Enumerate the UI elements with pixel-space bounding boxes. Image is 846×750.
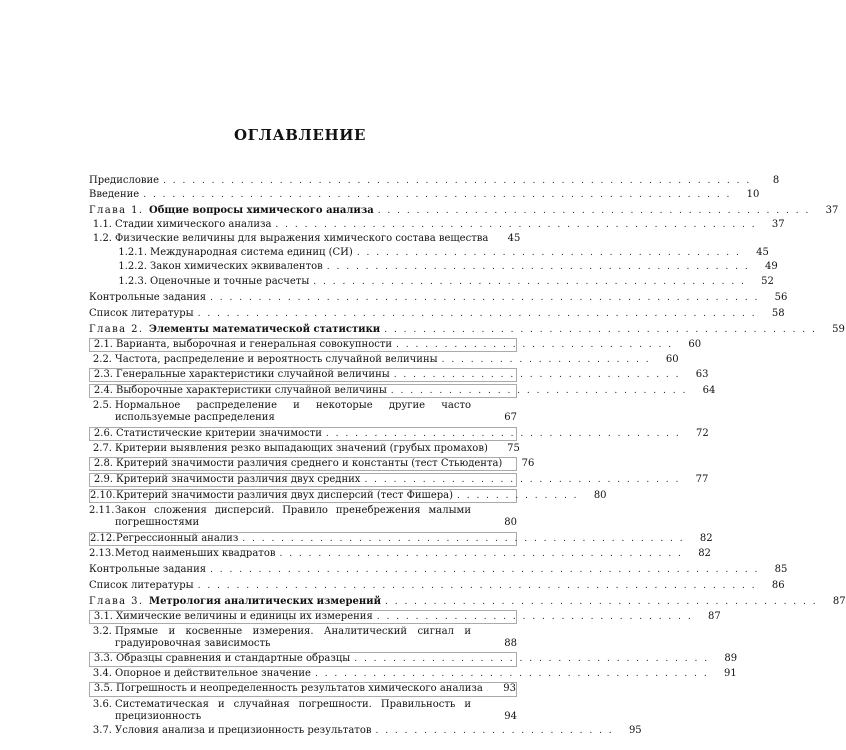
toc-entry-title: Регрессионный анализ xyxy=(116,532,239,544)
toc-chapter-entry xyxy=(89,323,845,336)
toc-entry-title: Статистические критерии значимости xyxy=(116,427,322,439)
toc-entry-number: 2.4. xyxy=(93,384,113,396)
toc-entry-page: 89 xyxy=(724,653,738,665)
toc-entry xyxy=(89,699,517,724)
toc-entry-number: 1.2.3. xyxy=(118,275,147,287)
toc-entry-title: Погрешность и неопределенность результатов химического анализа xyxy=(116,683,483,695)
toc-leader-dots: . . . . . . . . . . . . . . . . . . . . . . . . . . . . . . . . . . . . . xyxy=(354,654,710,665)
toc-entry-number: 2.11. xyxy=(89,505,115,516)
toc-entry-page: 91 xyxy=(723,668,737,680)
toc-entry-page: 60 xyxy=(665,353,679,365)
toc-entry-title: Международная система единиц (СИ) xyxy=(150,247,353,259)
toc-entry-title: Систематическая и случайная погрешности. Правильность и прецизионность xyxy=(115,698,471,722)
toc-entry-number: 2.1. xyxy=(93,338,113,350)
toc-leader-dots: . . . . . . . . . . . . . . . . . . . . . . . . . . . . . . . . . . . . . . . . . . . . . xyxy=(377,206,811,217)
toc-chapter-title: Элементы математической статистики xyxy=(149,323,381,335)
toc-entry-title: Список литературы xyxy=(89,307,194,319)
toc-entry-page: 87 xyxy=(708,610,721,622)
toc-entry-number: 3.4. xyxy=(92,668,112,680)
toc-entry xyxy=(89,682,517,696)
toc-entry xyxy=(89,233,521,245)
toc-entry-page: 8 xyxy=(772,175,780,186)
toc-entry-title: Выборочные характеристики случайной величины xyxy=(116,384,387,396)
toc-entry xyxy=(89,307,785,320)
toc-entry-page: 37 xyxy=(771,219,785,231)
toc-entry-page: 58 xyxy=(771,307,785,319)
toc-chapter-number: Глава 3. xyxy=(89,595,144,607)
toc-entry xyxy=(89,353,679,366)
toc-entry xyxy=(89,610,721,624)
toc-entry-page: 10 xyxy=(746,189,760,201)
toc-entry-title: Закон сложения дисперсий. Правило пренебрежения малыми погрешностями xyxy=(115,505,471,529)
toc-entry-title: Образцы сравнения и стандартные образцы xyxy=(116,653,351,665)
toc-leader-dots: . . . . . . . . . . . . . . . . . . . . . . . . . . . . . . . . . xyxy=(364,474,681,485)
toc-entry-title: Оценочные и точные расчеты xyxy=(150,275,310,287)
toc-entry-page: 63 xyxy=(695,368,709,380)
toc-entry xyxy=(89,338,702,352)
toc-entry-page: 80 xyxy=(504,517,517,529)
toc-leader-dots: . . . . . . . . . . . . . . . . . . . . . . . . . . . . . . . . . . . . . . . . . . . . . . . . . . . . . . . . . . xyxy=(197,580,757,591)
toc-entry-number: 3.6. xyxy=(92,698,112,710)
toc-entry-title: Опорное и действительное значение xyxy=(115,668,311,680)
toc-entry-page: 93 xyxy=(503,683,516,695)
toc-entry-title: Контрольные задания xyxy=(89,563,207,575)
toc-leader-dots: . . . . . . . . . . . . . . . . . . . . . . . . . . . . . . . . . . . . . . . . . . . . . xyxy=(313,276,746,287)
toc-entry xyxy=(89,532,713,546)
toc-entry-page: 56 xyxy=(774,291,788,303)
toc-entry-page: 49 xyxy=(764,261,778,273)
toc-entry xyxy=(89,384,716,398)
toc-entry-number: 2.5. xyxy=(92,400,112,412)
toc-entry xyxy=(89,275,774,288)
toc-entry-title: Критерии выявления резко выпадающих значений (грубых промахов) xyxy=(115,442,488,454)
toc-entry xyxy=(89,189,760,201)
toc-entry-number: 2.2. xyxy=(92,353,112,365)
toc-leader-dots: . . . . . . . . . . . . . . . . . . . . . . . . . . . . . . . . . . . . . . . . xyxy=(356,248,741,259)
toc-entry-page: 80 xyxy=(593,489,607,501)
toc-entry-page: 52 xyxy=(761,275,774,287)
toc-entry xyxy=(89,489,607,503)
toc-entry-page: 67 xyxy=(504,412,517,424)
toc-entry-number: 2.3. xyxy=(93,368,113,380)
toc-entry-number: 3.2. xyxy=(92,625,112,637)
toc-entry xyxy=(89,457,535,471)
toc-entry-page: 77 xyxy=(695,473,709,485)
toc-leader-dots: . . . . . . . . . . . . . xyxy=(457,490,579,501)
toc-entry-page: 86 xyxy=(771,579,785,591)
toc-entry-number: 3.5. xyxy=(93,683,113,695)
toc-entry-number: 2.13. xyxy=(89,547,115,559)
toc-entry-page: 37 xyxy=(825,205,839,217)
toc-entry xyxy=(89,668,737,680)
toc-entry-page: 87 xyxy=(832,595,846,607)
toc-entry xyxy=(89,400,517,425)
toc-leader-dots: . . . . . . . . . . . . . . . . . . . . . . . . . . . . . . . . . . . . . . . . . . xyxy=(279,548,683,559)
toc-leader-dots: . . . . . . . . . . . . . . . . . . . . . . . . . xyxy=(375,726,614,737)
toc-entry-number: 2.6. xyxy=(93,427,113,439)
toc-entry xyxy=(89,219,785,231)
toc-entry-page: 60 xyxy=(688,338,702,350)
toc-entry-number: 2.8. xyxy=(93,457,113,469)
toc-entry-page: 75 xyxy=(507,442,520,454)
toc-leader-dots: . . . . . . . . . . . . . . . . . . . . . . . . . . . . . . . . . . . . . . . . . . . . . . . . . . . . . . . . . . . . . xyxy=(143,190,732,201)
toc-leader-dots: . . . . . . . . . . . . . . . . . . . . . . . . . . . . . . . . . . . . . . . . . . . . . xyxy=(384,324,817,335)
toc-entry-title: Критерий значимости различия среднего и константы (тест Стьюдента) xyxy=(116,457,503,469)
toc-chapter-title: Метрология аналитических измерений xyxy=(149,595,381,607)
toc-chapter-entry xyxy=(89,205,839,217)
toc-chapter-title: Общие вопросы химического анализа xyxy=(149,205,374,217)
toc-leader-dots: . . . . . . . . . . . . . . . . . . . . . . . . . . . . . . . . . . . . . . . . . . . . . . . . . . . . . . . . . . . . . xyxy=(163,176,752,186)
toc-entry xyxy=(89,547,711,560)
toc-entry-title: Условия анализа и прецизионность результатов xyxy=(115,725,372,737)
toc-entry-title: Стадии химического анализа xyxy=(115,219,272,231)
toc-entry xyxy=(89,652,738,666)
toc-leader-dots: . . . . . . . . . . . . . . . . . . . . . . . . . . . . . . . . . . . . . . . . . . . . . . . . . . . . . . . . . xyxy=(210,292,760,303)
toc-entry-title: Критерий значимости различия двух дисперсий (тест Фишера) xyxy=(116,489,454,501)
toc-entry-number: 2.10. xyxy=(90,489,116,501)
toc-entry-title: Критерий значимости различия двух средних xyxy=(116,473,361,485)
toc-entry xyxy=(89,427,709,441)
toc-entry-page: 82 xyxy=(698,547,711,559)
toc-leader-dots: . . . . . . . . . . . . . . . . . . . . . . . . . . . . . . . . . . . . . . . . . . . . . . xyxy=(242,533,685,544)
toc-entry-title: Прямые и косвенные измерения. Аналитический сигнал и градуировочная зависимость xyxy=(115,625,471,650)
toc-leader-dots: . . . . . . . . . . . . . . . . . . . . . . . . . . . . . . . . . . . . . . . . . xyxy=(314,669,709,680)
toc-entry-title: Список литературы xyxy=(89,579,194,591)
toc-chapter-number: Глава 1. xyxy=(89,205,144,217)
toc-leader-dots: . . . . . . . . . . . . . . . . . . . . . . . . . . . . . . . . . . . . . . . . . . . . xyxy=(326,262,750,273)
toc-entry-number: 2.7. xyxy=(92,442,112,454)
table-of-contents xyxy=(89,175,846,739)
toc-entry-page: 85 xyxy=(774,563,788,575)
toc-entry xyxy=(89,442,520,455)
toc-leader-dots: . . . . . . . . . . . . . . . . . . . . . . . . . . . . . . . xyxy=(390,385,688,396)
toc-entry-number: 3.1. xyxy=(93,610,113,622)
toc-entry-title: Введение xyxy=(89,189,140,201)
toc-entry xyxy=(89,563,788,576)
toc-leader-dots: . . . . . . . . . . . . . . . . . . . . . . . . . . . . . . . . . xyxy=(376,611,693,622)
toc-entry-title: Предисловие xyxy=(89,175,160,186)
toc-entry-number: 2.12. xyxy=(90,532,116,544)
toc-leader-dots: . . . . . . . . . . . . . . . . . . . . . . . . . . . . . . xyxy=(393,369,681,380)
toc-entry-number: 3.7. xyxy=(92,725,112,737)
toc-entry xyxy=(89,291,788,304)
toc-entry xyxy=(89,247,769,259)
toc-entry-number: 1.2.2. xyxy=(118,261,147,273)
toc-leader-dots xyxy=(487,683,488,695)
toc-leader-dots: . . . . . . . . . . . . . . . . . . . . . . xyxy=(441,354,651,365)
toc-entry xyxy=(89,175,780,187)
toc-chapter-number: Глава 2. xyxy=(89,323,144,335)
toc-entry-page: 45 xyxy=(756,247,769,259)
toc-entry-number: 1.2.1. xyxy=(118,247,147,259)
toc-entry xyxy=(89,725,642,737)
toc-entry-page: 64 xyxy=(702,384,716,396)
toc-entry-page: 94 xyxy=(504,710,517,722)
toc-leader-dots: . . . . . . . . . . . . . . . . . . . . . . . . . . . . . . . . . . . . . . . . . . . . . . . . . . . . . . . . . xyxy=(210,564,760,575)
toc-entry-page: 59 xyxy=(832,323,845,335)
toc-entry xyxy=(89,505,517,530)
toc-leader-dots: . . . . . . . . . . . . . . . . . . . . . . . . . . . . . . . . . . . . . . . . . . . . . . . . . . xyxy=(275,220,757,231)
toc-entry xyxy=(89,579,785,592)
toc-entry xyxy=(89,368,709,382)
toc-entry-page: 95 xyxy=(628,725,642,737)
toc-entry-page: 76 xyxy=(521,457,535,469)
toc-entry-title: Химические величины и единицы их измерения xyxy=(116,610,373,622)
toc-entry-number: 1.2. xyxy=(92,233,112,245)
toc-entry-title: Нормальное распределение и некоторые другие часто используемые распределения xyxy=(115,400,471,424)
toc-entry-number: 3.3. xyxy=(93,653,113,665)
toc-entry-page: 82 xyxy=(699,532,713,544)
toc-leader-dots: . . . . . . . . . . . . . . . . . . . . . . . . . . . . . xyxy=(396,339,674,350)
toc-leader-dots: . . . . . . . . . . . . . . . . . . . . . . . . . . . . . . . . . . . . . . . . . . . . . xyxy=(385,596,818,607)
toc-chapter-entry xyxy=(89,595,846,608)
toc-entry-number: 2.9. xyxy=(93,473,113,485)
toc-entry-title: Закон химических эквивалентов xyxy=(150,261,323,273)
toc-entry-page: 72 xyxy=(696,427,709,439)
toc-entry-page: 45 xyxy=(507,233,521,245)
toc-entry-title: Физические величины для выражения химического состава вещества xyxy=(115,233,489,245)
toc-entry-title: Контрольные задания xyxy=(89,291,207,303)
toc-entry-title: Генеральные характеристики случайной величины xyxy=(116,368,390,380)
toc-entry xyxy=(89,626,517,651)
toc-entry-title: Метод наименьших квадратов xyxy=(115,547,276,559)
toc-entry xyxy=(89,261,778,273)
toc-leader-dots: . . . . . . . . . . . . . . . . . . . . . . . . . . . . . . . . . . . . . xyxy=(325,428,681,439)
toc-leader-dots: . . . . . . . . . . . . . . . . . . . . . . . . . . . . . . . . . . . . . . . . . . . . . . . . . . . . . . . . . . xyxy=(197,308,757,319)
toc-entry-title: Частота, распределение и вероятность случайной величины xyxy=(115,353,438,365)
toc-entry-page: 88 xyxy=(504,638,517,650)
toc-entry xyxy=(89,473,709,487)
toc-entry-title: Варианта, выборочная и генеральная совокупности xyxy=(116,338,393,350)
page-title: ОГЛАВЛЕНИЕ xyxy=(233,126,367,144)
toc-entry-number: 1.1. xyxy=(92,219,112,231)
